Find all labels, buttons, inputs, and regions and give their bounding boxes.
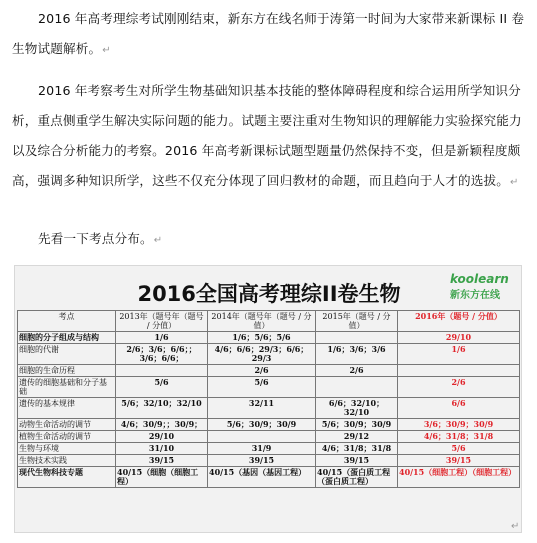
cell-topic: 遗传的细胞基础和分子基础 xyxy=(18,377,116,398)
lead-paragraph xyxy=(12,224,522,256)
cell-2016: 6/6 xyxy=(398,398,520,419)
cell-2016: 39/15 xyxy=(398,455,520,467)
cell-2015: 40/15（蛋白质工程（蛋白质工程） xyxy=(316,467,398,488)
cell-2015: 2/6 xyxy=(316,365,398,377)
cell-2014: 32/11 xyxy=(208,398,316,419)
cell-2013 xyxy=(116,365,208,377)
cell-topic: 遗传的基本规律 xyxy=(18,398,116,419)
intro-paragraph xyxy=(12,4,525,66)
cell-topic: 生物与环境 xyxy=(18,443,116,455)
cell-2014: 40/15（基因（基因工程） xyxy=(208,467,316,488)
cell-2015: 4/6；31/8；31/8 xyxy=(316,443,398,455)
cell-2016: 3/6；30/9；30/9 xyxy=(398,419,520,431)
table-row xyxy=(18,398,520,419)
cell-topic: 细胞的分子组成与结构 xyxy=(18,332,116,344)
analysis-paragraph xyxy=(12,76,522,198)
cell-2013: 5/6 xyxy=(116,377,208,398)
table-row xyxy=(18,455,520,467)
topics-table xyxy=(17,310,520,488)
cell-2014: 5/6；30/9；30/9 xyxy=(208,419,316,431)
analysis-line-4: 高，强调多种知识所学，这些不仅充分体现了回归教材的命题，而且趋向于人才的选拔。 xyxy=(12,173,510,188)
cell-2016: 29/10 xyxy=(398,332,520,344)
cell-2013: 1/6 xyxy=(116,332,208,344)
intro-line-2: 生物试题解析。 xyxy=(12,41,102,56)
cell-2013: 40/15（细胞（细胞工程） xyxy=(116,467,208,488)
table-row xyxy=(18,419,520,431)
table-row xyxy=(18,443,520,455)
koolearn-logo xyxy=(450,272,520,301)
header-topic: 考点 xyxy=(18,311,116,332)
cell-2013: 39/15 xyxy=(116,455,208,467)
cell-2014 xyxy=(208,431,316,443)
exam-topics-figure xyxy=(14,265,522,533)
cell-2015: 6/6；32/10；32/10 xyxy=(316,398,398,419)
table-row xyxy=(18,365,520,377)
cell-topic: 动物生命活动的调节 xyxy=(18,419,116,431)
header-2014: 2014年（题号年（题号 / 分值） xyxy=(208,311,316,332)
header-2015: 2015年（题号 / 分值） xyxy=(316,311,398,332)
brand-name-en: koolearn xyxy=(450,272,509,286)
cell-topic: 现代生物科技专题 xyxy=(18,467,116,488)
cell-2015: 1/6；3/6；3/6 xyxy=(316,344,398,365)
cell-2016: 1/6 xyxy=(398,344,520,365)
table-row xyxy=(18,377,520,398)
cell-2014: 2/6 xyxy=(208,365,316,377)
lead-line: 先看一下考点分布。 xyxy=(38,231,153,246)
cell-2016: 5/6 xyxy=(398,443,520,455)
paragraph-mark-icon: ↵ xyxy=(511,521,520,532)
cell-2015 xyxy=(316,377,398,398)
cell-2013: 29/10 xyxy=(116,431,208,443)
cell-topic: 植物生命活动的调节 xyxy=(18,431,116,443)
table-row xyxy=(18,467,520,488)
table-header-row xyxy=(18,311,520,332)
figure-title: 2016全国高考理综II卷生物 xyxy=(137,282,401,306)
brand-name-cn: 新东方在线 xyxy=(450,290,500,301)
cell-2014: 1/6；5/6；5/6 xyxy=(208,332,316,344)
intro-line-1: 2016 年高考理综考试刚刚结束，新东方在线名师于涛第一时间为大家带来新课标 II 卷 xyxy=(38,11,525,26)
table-row xyxy=(18,344,520,365)
cell-2016: 2/6 xyxy=(398,377,520,398)
analysis-line-3: 以及综合分析能力的考察。2016 年高考新课标试题型题量仍然保持不变，但是新颖程度颇 xyxy=(12,143,521,158)
cell-2015 xyxy=(316,332,398,344)
cell-2015: 29/12 xyxy=(316,431,398,443)
cell-2015: 5/6；30/9；30/9 xyxy=(316,419,398,431)
cell-2013: 5/6；32/10；32/10 xyxy=(116,398,208,419)
cell-topic: 生物技术实践 xyxy=(18,455,116,467)
cell-2014: 31/9 xyxy=(208,443,316,455)
table-row xyxy=(18,431,520,443)
cell-topic: 细胞的生命历程 xyxy=(18,365,116,377)
cell-2016 xyxy=(398,365,520,377)
cell-2014: 39/15 xyxy=(208,455,316,467)
cell-2016: 4/6；31/8；31/8 xyxy=(398,431,520,443)
analysis-line-2: 析，重点侧重学生解决实际问题的能力。试题主要注重对生物知识的理解能力实验探究能力 xyxy=(12,113,522,128)
cell-2016: 40/15（细胞工程）（细胞工程） xyxy=(398,467,520,488)
cell-topic: 细胞的代谢 xyxy=(18,344,116,365)
analysis-line-1: 2016 年考察考生对所学生物基础知识基本技能的整体障碍程度和综合运用所学知识分 xyxy=(38,83,521,98)
cell-2013: 4/6；30/9；；30/9； xyxy=(116,419,208,431)
header-2013: 2013年（题号年（题号 / 分值） xyxy=(116,311,208,332)
header-2016: 2016年（题号 / 分值） xyxy=(398,311,520,332)
paragraph-mark-icon: ↵ xyxy=(153,235,163,246)
cell-2015: 39/15 xyxy=(316,455,398,467)
cell-2013: 31/10 xyxy=(116,443,208,455)
cell-2013: 2/6；3/6；6/6；；3/6；6/6； xyxy=(116,344,208,365)
paragraph-mark-icon: ↵ xyxy=(102,45,111,56)
cell-2014: 4/6；6/6；29/3；6/6；29/3 xyxy=(208,344,316,365)
paragraph-mark-icon: ↵ xyxy=(510,177,519,188)
table-row xyxy=(18,332,520,344)
cell-2014: 5/6 xyxy=(208,377,316,398)
